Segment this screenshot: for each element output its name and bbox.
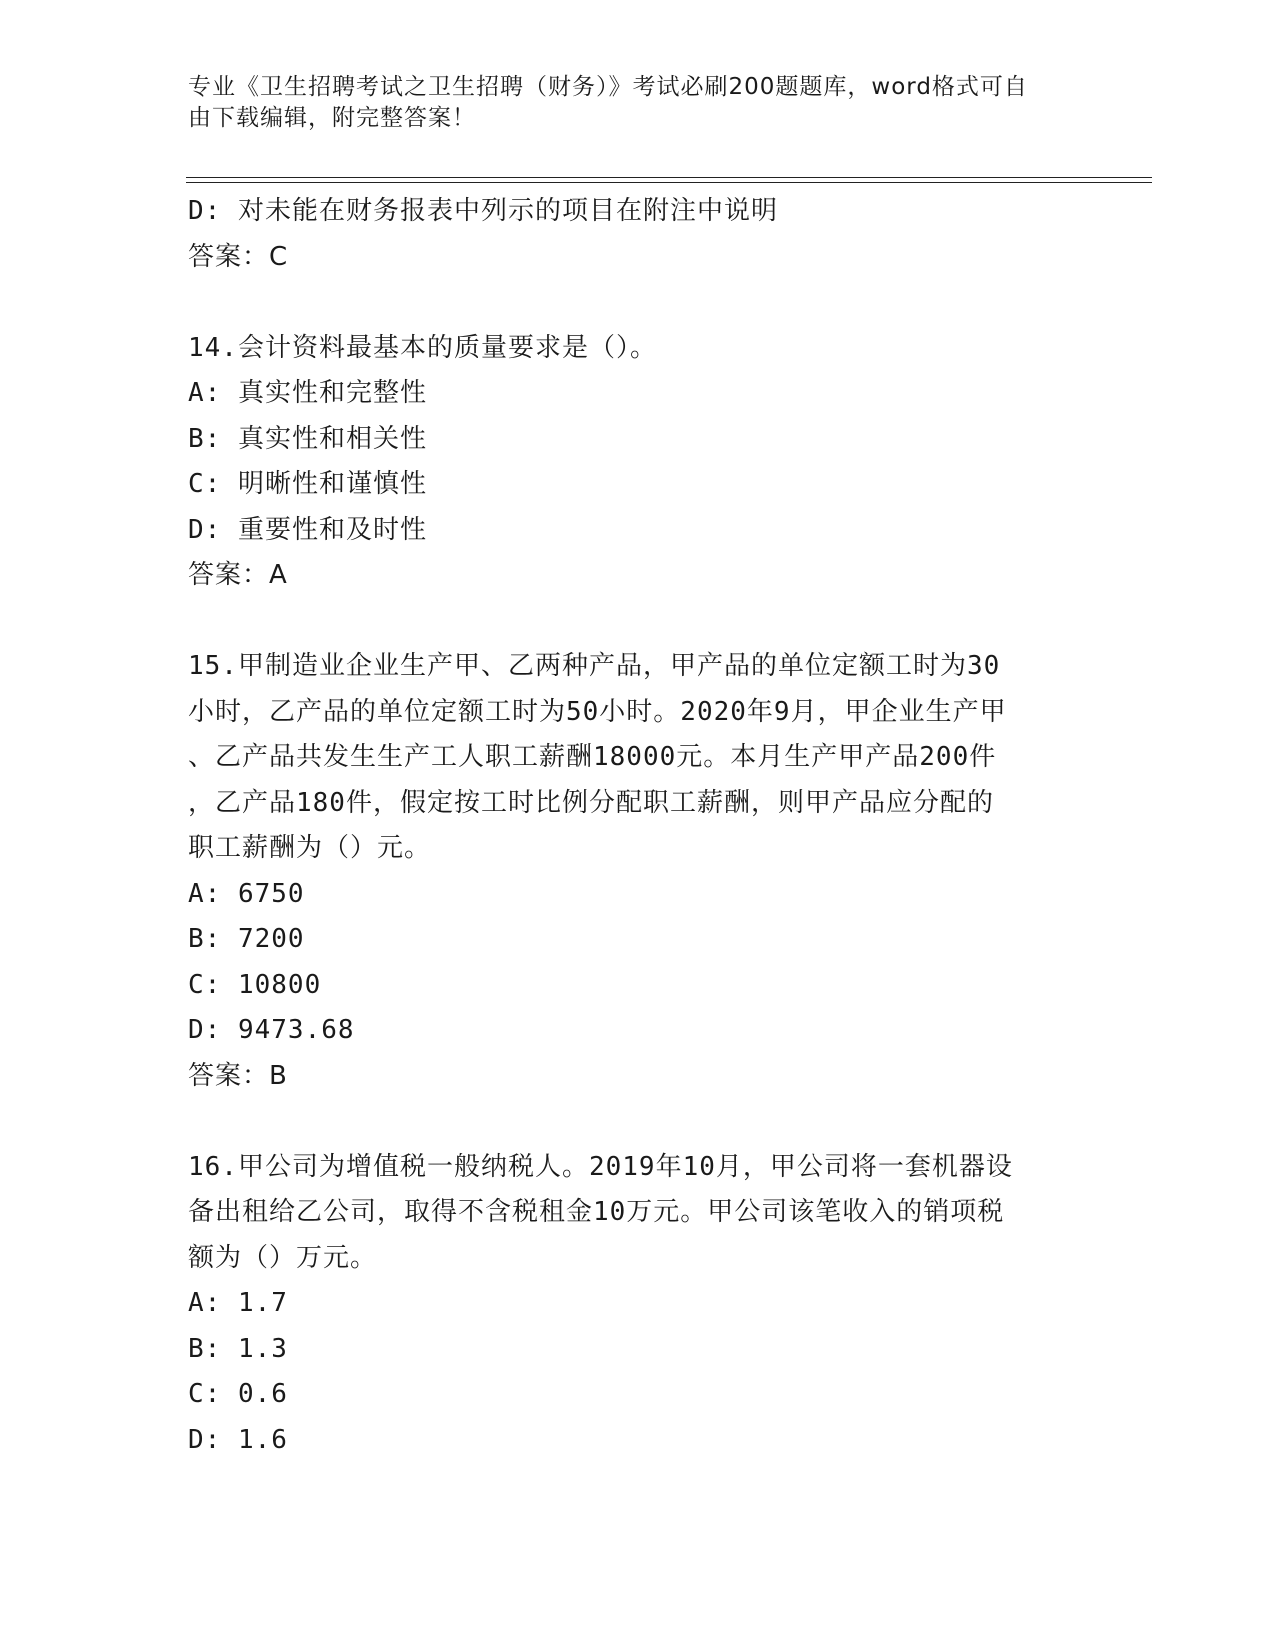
option-c: C: 0.6 <box>188 1379 288 1409</box>
option-b: B: 真实性和相关性 <box>188 423 427 454</box>
option-a: A: 真实性和完整性 <box>188 378 427 408</box>
option-d: D: 重要性和及时性 <box>188 514 427 545</box>
spacer <box>188 280 1088 326</box>
question-16 <box>188 1145 1088 1464</box>
option-c: C: 明晰性和谨慎性 <box>188 469 427 499</box>
header-divider-bottom <box>186 182 1152 183</box>
header-line-1: 专业《卫生招聘考试之卫生招聘（财务）》考试必刷200题题库，word格式可自 <box>188 74 1028 100</box>
question-stem-line: 16.甲公司为增值税一般纳税人。2019年10月，甲公司将一套机器设 <box>188 1151 1013 1182</box>
option-a: A: 1.7 <box>188 1288 288 1318</box>
question-13-tail <box>188 189 1088 280</box>
option-d: D: 9473.68 <box>188 1015 355 1045</box>
option-c: C: 10800 <box>188 969 322 1000</box>
question-stem-line: 14.会计资料最基本的质量要求是（）。 <box>188 332 657 363</box>
question-stem-line: 额为（）万元。 <box>188 1242 378 1273</box>
answer-line: 答案：A <box>188 560 288 590</box>
question-list <box>188 189 1088 1463</box>
answer-line: 答案：C <box>188 241 289 272</box>
question-stem-line: ，乙产品180件，假定按工时比例分配职工薪酬，则甲产品应分配的 <box>188 787 994 818</box>
document-header <box>188 72 1088 134</box>
question-stem-line: 15.甲制造业企业生产甲、乙两种产品，甲产品的单位定额工时为30 <box>188 651 1001 681</box>
option-d: D: 对未能在财务报表中列示的项目在附注中说明 <box>188 196 778 226</box>
question-stem-line: 职工薪酬为（）元。 <box>188 833 432 863</box>
option-b: B: 7200 <box>188 924 305 954</box>
question-stem-line: 小时，乙产品的单位定额工时为50小时。2020年9月，甲企业生产甲 <box>188 696 1007 727</box>
question-stem-line: 、乙产品共发生生产工人职工薪酬18000元。本月生产甲产品200件 <box>188 742 997 772</box>
header-line-2: 由下载编辑，附完整答案！ <box>188 105 476 131</box>
option-a: A: 6750 <box>188 878 305 909</box>
question-stem-line: 备出租给乙公司，取得不含税租金10万元。甲公司该笔收入的销项税 <box>188 1197 1005 1227</box>
question-15 <box>188 644 1088 1099</box>
question-14 <box>188 326 1088 599</box>
option-d: D: 1.6 <box>188 1424 288 1455</box>
option-b: B: 1.3 <box>188 1333 288 1364</box>
header-divider-top <box>186 177 1152 178</box>
answer-line: 答案：B <box>188 1060 288 1091</box>
spacer <box>188 1099 1088 1145</box>
spacer <box>188 599 1088 645</box>
